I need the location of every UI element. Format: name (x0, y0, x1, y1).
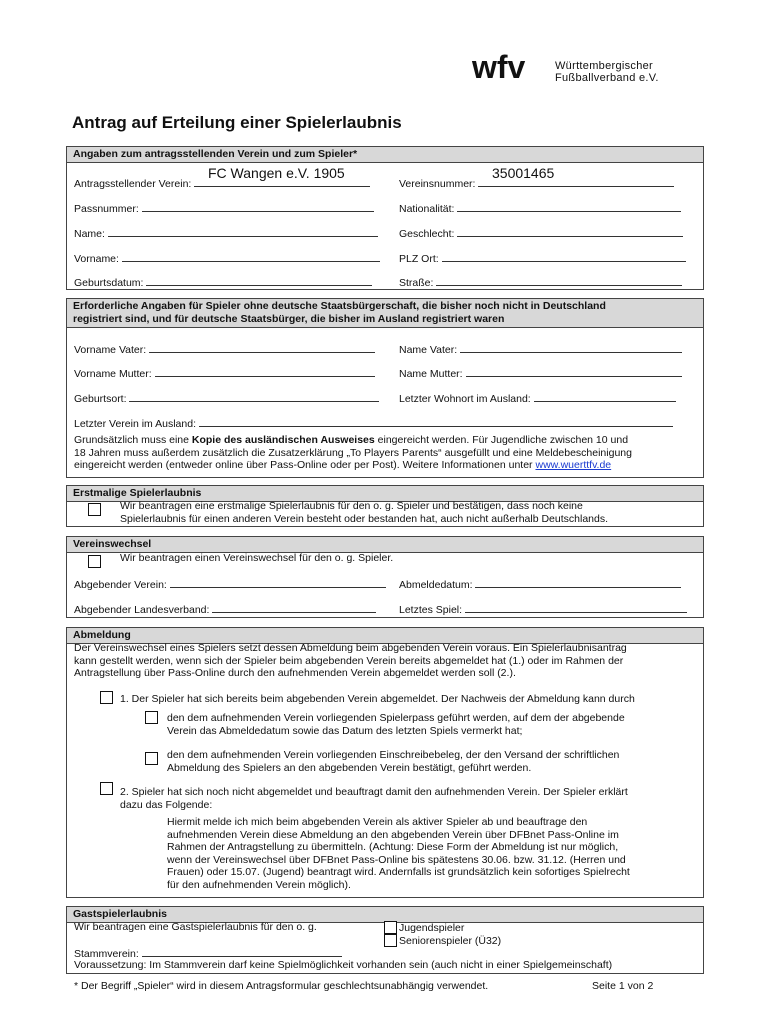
field-plz-ort[interactable] (399, 251, 686, 265)
field-line (146, 275, 372, 286)
section-header: Abmeldung (67, 628, 703, 644)
field-label: Abmeldedatum: (399, 579, 473, 591)
abmeldung-option1b-checkbox[interactable] (145, 752, 158, 765)
field-line (142, 201, 374, 212)
info-bold: Kopie des ausländischen Ausweises (191, 434, 375, 446)
field-line (534, 391, 676, 402)
field-passnummer[interactable] (74, 201, 374, 215)
field-line (170, 577, 386, 588)
wfv-logo-letters: wfv (472, 49, 526, 85)
abmeldung-option2-text (120, 786, 700, 811)
field-label: Antragsstellender Verein: (74, 178, 192, 190)
verein-value: FC Wangen e.V. 1905 (208, 165, 345, 181)
logo-text (555, 60, 659, 84)
field-label: Geburtsort: (74, 393, 127, 405)
field-label: Vereinsnummer: (399, 178, 476, 190)
section-verein-spieler (66, 146, 704, 290)
field-letzter-verein-ausland[interactable] (74, 416, 673, 430)
abmeldung-intro-line2: kann gestellt werden, wenn sich der Spieler beim abgebenden Verein bereits abgemeldet hat (1.) oder im Rahmen der (74, 654, 624, 667)
abmeldung-option1a-text (167, 712, 625, 737)
field-line (129, 391, 379, 402)
field-label: Letzter Verein im Ausland: (74, 418, 196, 430)
option2-line1: 2. Spieler hat sich noch nicht abgemeldet und beauftragt damit den aufnehmenden Verein. Der Spieler erklärt (120, 786, 628, 798)
field-line (457, 226, 683, 237)
field-line (149, 342, 375, 353)
option1b-line1: den dem aufnehmenden Verein vorliegenden Einschreibebeleg, der den Versand der schriftlichen (167, 749, 620, 761)
field-name-vater[interactable] (399, 342, 682, 356)
field-name[interactable] (74, 226, 378, 240)
info-pre: Grundsätzlich muss eine (74, 434, 192, 446)
abmeldung-option2-checkbox[interactable] (100, 782, 113, 795)
vereinswechsel-text: Wir beantragen einen Vereinswechsel für den o. g. Spieler. (120, 552, 394, 564)
decl-line3: Rahmen der Antragstellung zu übermitteln. (Achtung: Diese Form der Abmeldung ist nur möglich, (167, 841, 619, 853)
section-header-line1: Erforderliche Angaben für Spieler ohne deutsche Staatsbürgerschaft, die bisher noch nicht in Deutschland (73, 300, 606, 312)
abmeldung-option1-checkbox[interactable] (100, 691, 113, 704)
section-header: Erstmalige Spielerlaubnis (67, 486, 703, 502)
field-abgebender-verein[interactable] (74, 577, 386, 591)
erstmalige-line1: Wir beantragen eine erstmalige Spielerlaubnis für den o. g. Spieler und bestätigen, dass noch keine (120, 500, 583, 512)
abmeldung-intro (74, 642, 700, 680)
field-line (212, 602, 376, 613)
field-label: Stammverein: (74, 948, 139, 960)
field-line (465, 602, 687, 613)
decl-line2: aufnehmenden Verein diese Abmeldung an den abgebenden Verein über DFBnet Pass-Online im (167, 828, 619, 841)
field-label: Letzter Wohnort im Ausland: (399, 393, 531, 405)
page-title: Antrag auf Erteilung einer Spielerlaubnis (72, 113, 402, 132)
field-line (442, 251, 686, 262)
info-line2: 18 Jahren muss außerdem zusätzlich die Zusatzerklärung „To Players Parents“ ausgefüllt und eine Meldebescheinigung (74, 446, 632, 459)
wuerttfv-link[interactable]: www.wuerttfv.de (535, 459, 612, 471)
jugendspieler-checkbox[interactable] (384, 921, 397, 934)
field-label: Straße: (399, 277, 434, 289)
logo-line1: Württembergischer (555, 60, 654, 72)
footer-note: * Der Begriff „Spieler“ wird in diesem Antragsformular geschlechtsunabhängig verwendet. (74, 980, 489, 992)
auslaender-info-text (74, 434, 698, 472)
field-name-mutter[interactable] (399, 366, 682, 380)
gastspiel-text: Wir beantragen eine Gastspielerlaubnis für den o. g. (74, 921, 317, 933)
field-geburtsort[interactable] (74, 391, 379, 405)
option2-line2: dazu das Folgende: (120, 798, 213, 811)
field-label: Vorname: (74, 253, 119, 265)
info-line3 (74, 459, 698, 472)
field-label: Vorname Mutter: (74, 368, 152, 380)
page-number: Seite 1 von 2 (592, 980, 654, 992)
abmeldung-option1-text: 1. Der Spieler hat sich bereits beim abgebenden Verein abgemeldet. Der Nachweis der Abmeldung kann durch (120, 693, 635, 705)
field-label: Geschlecht: (399, 228, 455, 240)
field-abmeldedatum[interactable] (399, 577, 681, 591)
abmeldung-intro-line1: Der Vereinswechsel eines Spielers setzt dessen Abmeldung beim abgebenden Verein voraus. Ein Spielerlaubnisantrag (74, 642, 627, 654)
field-label: Abgebender Landesverband: (74, 604, 210, 616)
info-post: eingereicht werden. Für Jugendliche zwischen 10 und (374, 434, 629, 446)
field-label: Letztes Spiel: (399, 604, 463, 616)
field-label: Abgebender Verein: (74, 579, 167, 591)
seniorenspieler-checkbox[interactable] (384, 934, 397, 947)
erstmalige-line2: Spielerlaubnis für einen anderen Verein besteht oder bestanden hat, auch nicht außerhalb Deutschlands. (120, 512, 608, 525)
section-header: Angaben zum antragsstellenden Verein und zum Spieler* (67, 147, 703, 163)
decl-line5: Frauen) oder 15.07. (Jugend) beantragt wird. Andernfalls ist grundsätzlich kein sofortiges Spielrecht (167, 866, 630, 878)
field-label: Name Vater: (399, 344, 458, 356)
vereinsnummer-value: 35001465 (492, 165, 555, 181)
abmeldung-intro-line3: Antragstellung über Pass-Online durch den aufnehmenden Verein abgemeldet werden soll (2.). (74, 667, 516, 679)
field-label: Vorname Vater: (74, 344, 147, 356)
field-abgebender-landesverband[interactable] (74, 602, 376, 616)
option1b-line2: Abmeldung des Spielers an den abgebenden Verein bestätigt, geführt werden. (167, 761, 532, 774)
field-line (155, 366, 375, 377)
field-vorname-vater[interactable] (74, 342, 375, 356)
section-header-line2: registriert sind, und für deutsche Staatsbürger, die bisher im Ausland registriert waren (73, 313, 505, 325)
field-nationalitaet[interactable] (399, 201, 681, 215)
decl-line6: für den aufnehmenden Verein möglich). (167, 878, 351, 891)
abmeldung-option1a-checkbox[interactable] (145, 711, 158, 724)
erstmalige-checkbox[interactable] (88, 503, 101, 516)
section-header (67, 299, 703, 328)
wfv-logo-mark (470, 46, 538, 86)
field-vorname[interactable] (74, 251, 380, 265)
field-line (122, 251, 380, 262)
field-line (108, 226, 378, 237)
abmeldung-erklaerung (167, 816, 697, 891)
logo-line2: Fußballverband e.V. (555, 72, 659, 84)
erstmalige-text (120, 500, 698, 525)
field-line (199, 416, 673, 427)
section-header: Vereinswechsel (67, 537, 703, 553)
field-label: Geburtsdatum: (74, 277, 144, 289)
field-vorname-mutter[interactable] (74, 366, 375, 380)
field-line (457, 201, 681, 212)
field-strasse[interactable] (399, 275, 682, 289)
gastspiel-voraussetzung: Voraussetzung: Im Stammverein darf keine Spielmöglichkeit vorhanden sein (auch nicht in einer Spielgemeinschaft) (74, 959, 613, 971)
field-label: Name Mutter: (399, 368, 463, 380)
field-line (475, 577, 681, 588)
field-stammverein[interactable] (74, 946, 342, 960)
decl-line4: wenn der Vereinswechsel über DFBnet Pass-Online bis spätestens 30.06. bzw. 31.12. (Herren und (167, 853, 626, 866)
field-label: Name: (74, 228, 105, 240)
option1a-line2: Verein das Abmeldedatum sowie das Datum des letzten Spiels vermerkt hat; (167, 724, 523, 737)
field-line (142, 946, 342, 957)
field-line (460, 342, 682, 353)
field-geburtsdatum[interactable] (74, 275, 372, 289)
field-wohnort-ausland[interactable] (399, 391, 676, 405)
field-line (466, 366, 682, 377)
info-line1 (74, 434, 698, 447)
field-line (436, 275, 682, 286)
field-geschlecht[interactable] (399, 226, 683, 240)
seniorenspieler-label: Seniorenspieler (Ü32) (399, 935, 502, 947)
section-header: Gastspielerlaubnis (67, 907, 703, 923)
field-label: Passnummer: (74, 203, 139, 215)
info-line3-text: eingereicht werden (entweder online über Pass-Online oder per Post). Weitere Informationen unter (74, 459, 536, 471)
option1a-line1: den dem aufnehmenden Verein vorliegenden Spielerpass geführt werden, auf dem der abgebende (167, 712, 625, 724)
jugendspieler-label: Jugendspieler (399, 922, 465, 934)
abmeldung-option1b-text (167, 749, 619, 774)
field-label: Nationalität: (399, 203, 455, 215)
decl-line1: Hiermit melde ich mich beim abgebenden Verein als aktiver Spieler ab und beauftrage den (167, 816, 588, 828)
vereinswechsel-checkbox[interactable] (88, 555, 101, 568)
field-letztes-spiel[interactable] (399, 602, 687, 616)
field-label: PLZ Ort: (399, 253, 439, 265)
